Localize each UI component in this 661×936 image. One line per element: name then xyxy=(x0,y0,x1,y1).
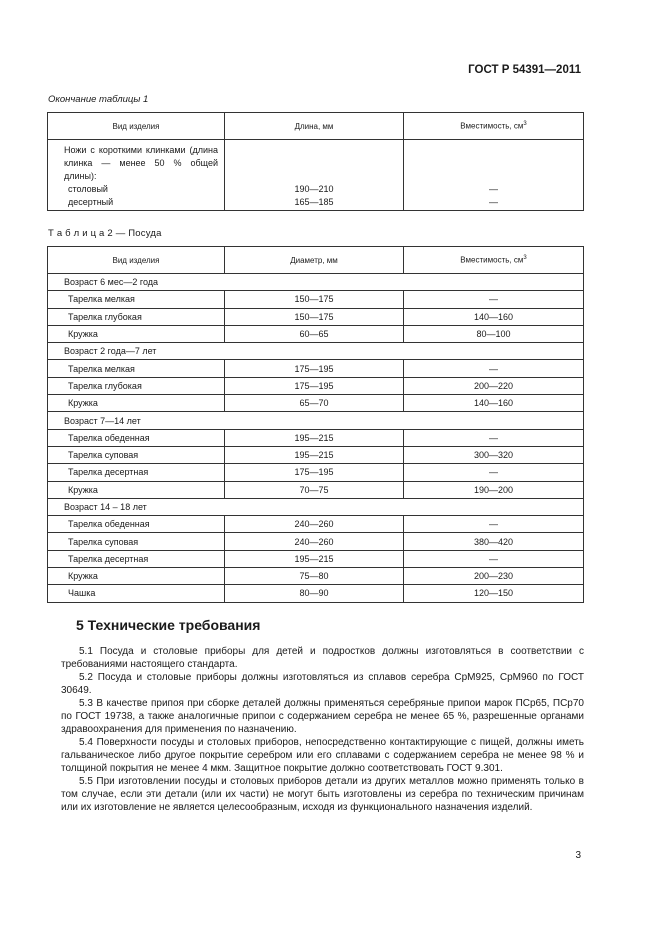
capacity-value: — xyxy=(404,360,584,377)
table2-row xyxy=(48,395,584,412)
document-header: ГОСТ Р 54391—2011 xyxy=(468,64,581,76)
item-name: Тарелка глубокая xyxy=(48,308,225,325)
paragraph-5-3: 5.3 В качестве припоя при сборке деталей должны применяться серебряные припои марок ПСр65, ПСр70 по ГОСТ 19738, а также аналогичные припои с содержанием серебра не менее 65 %, разрешенные органами здравоохранения для применения по назначению. xyxy=(61,698,584,735)
table1-length-cell xyxy=(225,140,404,211)
capacity-value: — xyxy=(404,464,584,481)
table2-header-capacity: Вместимость, $см^3$ xyxy=(404,247,584,274)
age-group-label: Возраст 7—14 лет xyxy=(48,412,584,429)
table2 xyxy=(47,246,584,603)
diameter-value: 195—215 xyxy=(225,429,404,446)
table1-length: 190—210 xyxy=(294,184,334,194)
table2-row xyxy=(48,291,584,308)
item-name: Тарелка обеденная xyxy=(48,516,225,533)
age-group-label: Возраст 6 мес—2 года xyxy=(48,274,584,291)
table2-row xyxy=(48,377,584,394)
capacity-value: — xyxy=(404,550,584,567)
table2-group-row xyxy=(48,274,584,291)
item-name: Тарелка суповая xyxy=(48,533,225,550)
capacity-value: 140—160 xyxy=(404,395,584,412)
capacity-value: 200—220 xyxy=(404,377,584,394)
table2-row xyxy=(48,516,584,533)
diameter-value: 150—175 xyxy=(225,291,404,308)
capacity-value: 200—230 xyxy=(404,568,584,585)
diameter-value: 65—70 xyxy=(225,395,404,412)
table1-capacity: — xyxy=(489,197,498,207)
capacity-value: — xyxy=(404,291,584,308)
item-name: Кружка xyxy=(48,325,225,342)
table2-body xyxy=(48,274,584,603)
table1-item-name: десертный xyxy=(68,197,114,207)
table2-row xyxy=(48,533,584,550)
diameter-value: 60—65 xyxy=(225,325,404,342)
age-group-label: Возраст 2 года—7 лет xyxy=(48,343,584,360)
diameter-value: 75—80 xyxy=(225,568,404,585)
table2-row xyxy=(48,550,584,567)
diameter-value: 240—260 xyxy=(225,533,404,550)
table2-group-row xyxy=(48,498,584,515)
item-name: Чашка xyxy=(48,585,225,602)
table2-row xyxy=(48,325,584,342)
diameter-value: 175—195 xyxy=(225,464,404,481)
page-number: 3 xyxy=(575,850,581,861)
item-name: Кружка xyxy=(48,481,225,498)
table2-row xyxy=(48,308,584,325)
table1-length: 165—185 xyxy=(294,197,334,207)
item-name: Тарелка суповая xyxy=(48,446,225,463)
item-name: Кружка xyxy=(48,568,225,585)
capacity-value: 140—160 xyxy=(404,308,584,325)
capacity-value: 80—100 xyxy=(404,325,584,342)
capacity-value: 190—200 xyxy=(404,481,584,498)
paragraph-5-2: 5.2 Посуда и столовые приборы должны изготовляться из сплавов серебра СрМ925, СрМ960 по ГОСТ 30649. xyxy=(61,672,584,696)
capacity-value: 120—150 xyxy=(404,585,584,602)
table1-header-row xyxy=(48,113,584,140)
table2-row xyxy=(48,429,584,446)
item-name: Тарелка обеденная xyxy=(48,429,225,446)
table2-row xyxy=(48,481,584,498)
table2-header-row xyxy=(48,247,584,274)
table2-row xyxy=(48,464,584,481)
table2-header-diameter: Диаметр, мм xyxy=(225,247,404,274)
section-title: 5 Технические требования xyxy=(76,617,261,633)
table2-row xyxy=(48,446,584,463)
diameter-value: 195—215 xyxy=(225,550,404,567)
table1-header-length: Длина, мм xyxy=(225,113,404,140)
item-name: Тарелка десертная xyxy=(48,550,225,567)
item-name: Тарелка мелкая xyxy=(48,360,225,377)
diameter-value: 150—175 xyxy=(225,308,404,325)
table2-group-row xyxy=(48,412,584,429)
capacity-value: — xyxy=(404,516,584,533)
table2-header-item: Вид изделия xyxy=(48,247,225,274)
table1-item-name: столовый xyxy=(68,184,108,194)
table1-capacity-cell xyxy=(404,140,584,211)
diameter-value: 80—90 xyxy=(225,585,404,602)
paragraph-5-4: 5.4 Поверхности посуды и столовых приборов, непосредственно контактирующие с пищей, должны иметь гальваническое либо другое покрытие серебром или его сплавами с содержанием серебра не менее 98 % и толщиной покрытия не менее 4 мкм. Защитное покрытие должно соответствовать ГОСТ 9.301. xyxy=(61,737,584,774)
table1-item-cell xyxy=(48,140,225,211)
table2-caption: Т а б л и ц а 2 — Посуда xyxy=(48,228,162,239)
item-name: Тарелка мелкая xyxy=(48,291,225,308)
table1-header-item: Вид изделия xyxy=(48,113,225,140)
item-name: Тарелка глубокая xyxy=(48,377,225,394)
item-name: Тарелка десертная xyxy=(48,464,225,481)
table2-row xyxy=(48,360,584,377)
paragraph-5-5: 5.5 При изготовлении посуды и столовых приборов детали из других металлов можно применять только в том случае, если эти детали (или их части) не могут быть изготовлены из серебра по техническим причинам или их изготовление не является целесообразным, исходя из функционального назначения изделий. xyxy=(61,776,584,813)
table1-caption: Окончание таблицы 1 xyxy=(48,94,149,105)
diameter-value: 195—215 xyxy=(225,446,404,463)
table2-row xyxy=(48,568,584,585)
table1 xyxy=(47,112,584,211)
knives-intro: Ножи с короткими клинками (длина клинка — менее 50 % общей длины): xyxy=(64,145,218,181)
table1-header-capacity: Вместимость, $см^3$ xyxy=(404,113,584,140)
capacity-value: 300—320 xyxy=(404,446,584,463)
table2-group-row xyxy=(48,343,584,360)
paragraph-5-1: 5.1 Посуда и столовые приборы для детей и подростков должны изготовляться в соответствии с требованиями настоящего стандарта. xyxy=(61,646,584,670)
diameter-value: 70—75 xyxy=(225,481,404,498)
diameter-value: 240—260 xyxy=(225,516,404,533)
table1-row xyxy=(48,140,584,211)
table2-row xyxy=(48,585,584,602)
diameter-value: 175—195 xyxy=(225,360,404,377)
section-body xyxy=(61,645,584,814)
capacity-value: — xyxy=(404,429,584,446)
capacity-value: 380—420 xyxy=(404,533,584,550)
age-group-label: Возраст 14 – 18 лет xyxy=(48,498,584,515)
item-name: Кружка xyxy=(48,395,225,412)
diameter-value: 175—195 xyxy=(225,377,404,394)
table1-capacity: — xyxy=(489,184,498,194)
